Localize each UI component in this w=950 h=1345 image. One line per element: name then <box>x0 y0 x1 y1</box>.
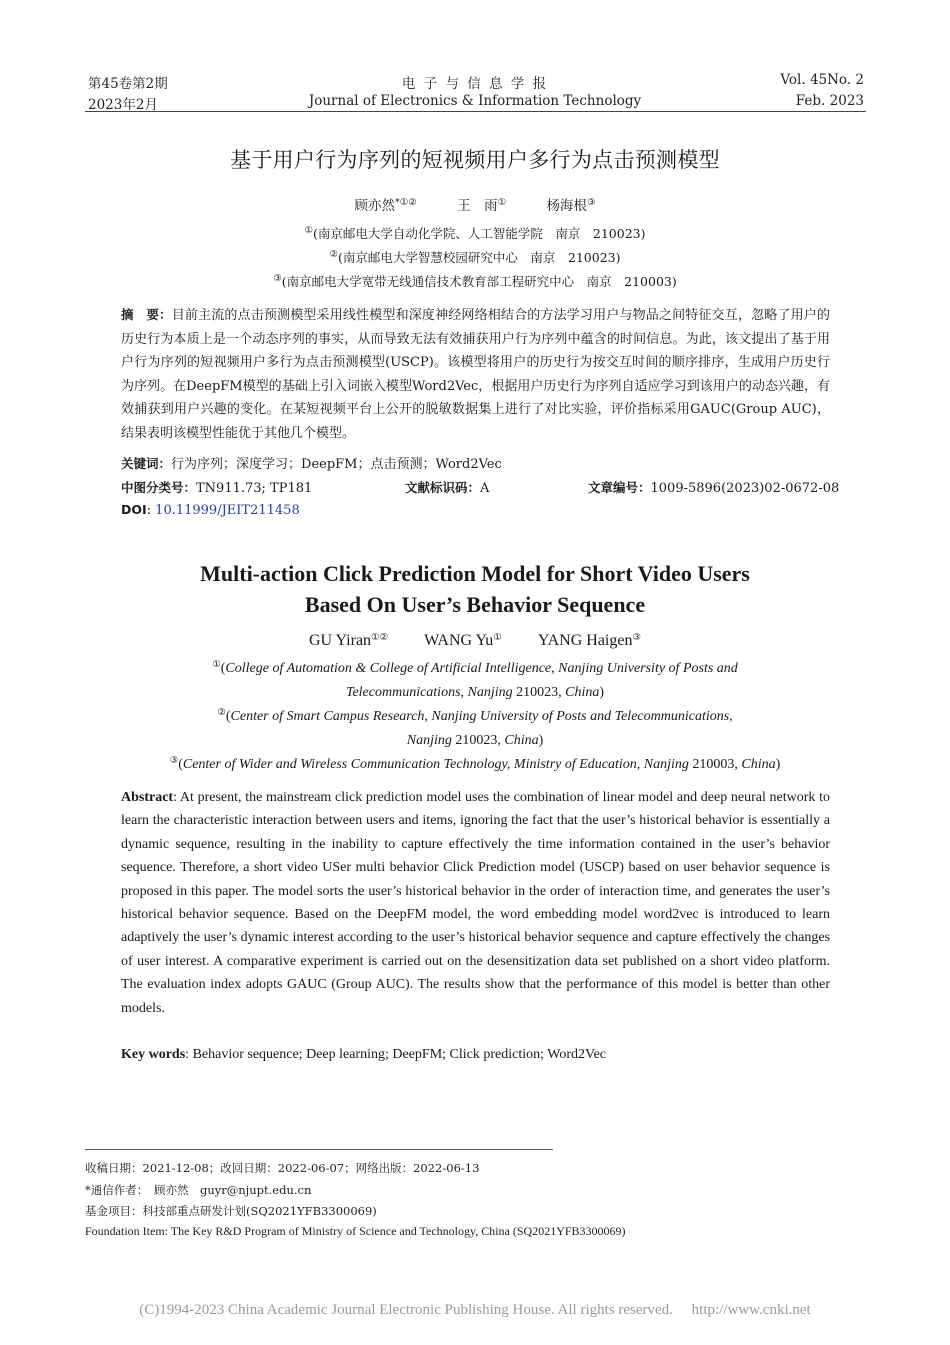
footnote-corresponding-author: *通信作者： 顾亦然 guyr@njupt.edu.cn <box>85 1183 312 1197</box>
article-number: 文章编号：1009-5896(2023)02-0672-08 <box>588 480 840 496</box>
authors-cn <box>0 194 950 214</box>
author-cn-3: 杨海根③ <box>546 197 596 214</box>
keywords-cn-label: 关键词： <box>121 456 172 471</box>
journal-volume-issue: 第45卷第2期 <box>88 76 168 92</box>
clc-number: 中图分类号：TN911.73; TP181 <box>121 480 313 496</box>
abstract-cn <box>121 303 830 445</box>
journal-date-cn: 2023年2月 <box>88 97 158 113</box>
affiliation-en-2-line1: ②(Center of Smart Campus Research, Nanjing University of Posts and Telecommunications, <box>217 708 733 724</box>
affiliation-en-1-line1: ①(College of Automation & College of Artificial Intelligence, Nanjing University of Posts and <box>212 660 738 676</box>
affiliation-cn-2: ②(南京邮电大学智慧校园研究中心 南京 210023) <box>329 249 621 265</box>
abstract-en-text: At present, the mainstream click prediction model uses the combination of linear model and deep neural network to learn the characteristic interaction between users and items, ignoring the fact that the user’s historical behavior is essentially a dynamic sequence, resulting in the inability to capture effectively the time information contained in the user’s behavior sequence. Therefore, a short video USer multi behavior Click Prediction model (USCP) based on user behavior sequence is proposed in this paper. The model sorts the user’s historical behavior in the order of interaction time, and generates the user’s historical behavior sequence. Based on the DeepFM model, the word embedding model word2vec is introduced to learn adaptively the user’s dynamic interest according to the user’s historical behavior sequence and capture effectively the changes of user interest. A comparative experiment is carried out on the desensitization data set published on a short video platform. The evaluation index adopts GAUC (Group AUC). The results show that the performance of this model is better than other models. <box>121 790 830 1016</box>
document-code: 文献标识码：A <box>405 480 490 496</box>
footnote-fund-cn: 基金项目：科技部重点研发计划(SQ2021YFB3300069) <box>85 1204 377 1218</box>
affiliation-en-3: ③(Center of Wider and Wireless Communication Technology, Ministry of Education, Nanjing 210003, China) <box>169 756 781 772</box>
author-en-2: WANG Yu① <box>424 632 502 649</box>
footnote-rule <box>85 1149 553 1150</box>
footnote-dates: 收稿日期：2021-12-08；改回日期：2022-06-07；网络出版：2022-06-13 <box>85 1161 480 1175</box>
doi-link[interactable]: 10.11999/JEIT211458 <box>155 503 300 518</box>
header-rule <box>85 111 866 112</box>
author-cn-2: 王 雨① <box>457 197 507 214</box>
author-cn-1: 顾亦然*①② <box>354 197 417 214</box>
journal-name-en: Journal of Electronics & Information Technology <box>308 93 642 109</box>
abstract-en: Abstract: At present, the mainstream click prediction model uses the combination of linear model and deep neural network to learn the characteristic interaction between users and items, ignoring the fact that the user’s historical behavior is essentially a dynamic sequence, resulting in the inability to capture effectively the time information contained in the user’s behavior sequence. Therefore, a short video USer multi behavior Click Prediction model (USCP) based on user behavior sequence is proposed in this paper. The model sorts the user’s historical behavior in the order of interaction time, and generates the user’s historical behavior sequence. Based on the DeepFM model, the word embedding model word2vec is introduced to learn adaptively the user’s dynamic interest according to the user’s historical behavior sequence and capture effectively the changes of user interest. A comparative experiment is carried out on the desensitization data set published on a short video platform. The evaluation index adopts GAUC (Group AUC). The results show that the performance of this model is better than other models. <box>121 790 830 1016</box>
journal-name-cn: 电 子 与 信 息 学 报 <box>401 76 549 92</box>
affiliation-cn-1: ①(南京邮电大学自动化学院、人工智能学院 南京 210023) <box>304 225 646 241</box>
keywords-cn-text: 行为序列；深度学习；DeepFM；点击预测；Word2Vec <box>171 457 502 472</box>
affiliation-en-2-line2: Nanjing 210023, China) <box>406 733 544 748</box>
abstract-cn-text: 目前主流的点击预测模型采用线性模型和深度神经网络相结合的方法学习用户与物品之间特征交互，忽略了用户的历史行为本质上是一个动态序列的事实，从而导致无法有效捕获用户行为序列中蕴含的时间信息。为此，该文提出了基于用户行为序列的短视频用户多行为点击预测模型(USCP)。该模型将用户的历史行为按交互时间的顺序排序，生成用户历史行为序列。在DeepFM模型的基础上引入词嵌入模型Word2Vec，根据用户历史行为序列自适应学习到该用户的动态兴趣，有效捕获到用户兴趣的变化。在某短视频平台上公开的脱敏数据集上进行了对比实验，评价指标采用GAUC(Group AUC)，结果表明该模型性能优于其他几个模型。 <box>121 308 830 441</box>
doi: DOI: 10.11999/JEIT211458 <box>121 502 300 518</box>
author-en-1: GU Yiran①② <box>308 632 389 649</box>
cnki-copyright-notice: (C)1994-2023 China Academic Journal Electronic Publishing House. All rights reserved. http://www.cnki.net <box>139 1302 811 1318</box>
journal-volume-en: Vol. 45No. 2 <box>780 72 864 88</box>
footnote-fund-en: Foundation Item: The Key R&D Program of Ministry of Science and Technology, China (SQ2021YFB3300069) <box>85 1224 626 1238</box>
keywords-cn <box>121 452 830 477</box>
keywords-en-label: Key words <box>121 1047 186 1062</box>
abstract-cn-label: 摘 要： <box>121 307 172 322</box>
keywords-en: Key words: Behavior sequence; Deep learning; DeepFM; Click prediction; Word2Vec <box>121 1047 606 1062</box>
journal-date-en: Feb. 2023 <box>795 93 864 109</box>
paper-title-en: Multi-action Click Prediction Model for Short Video Users Based On User’s Behavior Sequence <box>200 561 750 617</box>
keywords-en-text: Behavior sequence; Deep learning; DeepFM; Click prediction; Word2Vec <box>192 1047 606 1062</box>
affiliation-en-1-line2: Telecommunications, Nanjing 210023, China) <box>345 685 605 700</box>
affiliation-cn-3: ③(南京邮电大学宽带无线通信技术教育部工程研究中心 南京 210003) <box>273 273 677 289</box>
authors-en <box>0 632 950 650</box>
paper-title-cn: 基于用户行为序列的短视频用户多行为点击预测模型 <box>230 148 720 172</box>
author-en-3: YANG Haigen③ <box>537 632 641 649</box>
abstract-en-label: Abstract <box>121 790 174 805</box>
